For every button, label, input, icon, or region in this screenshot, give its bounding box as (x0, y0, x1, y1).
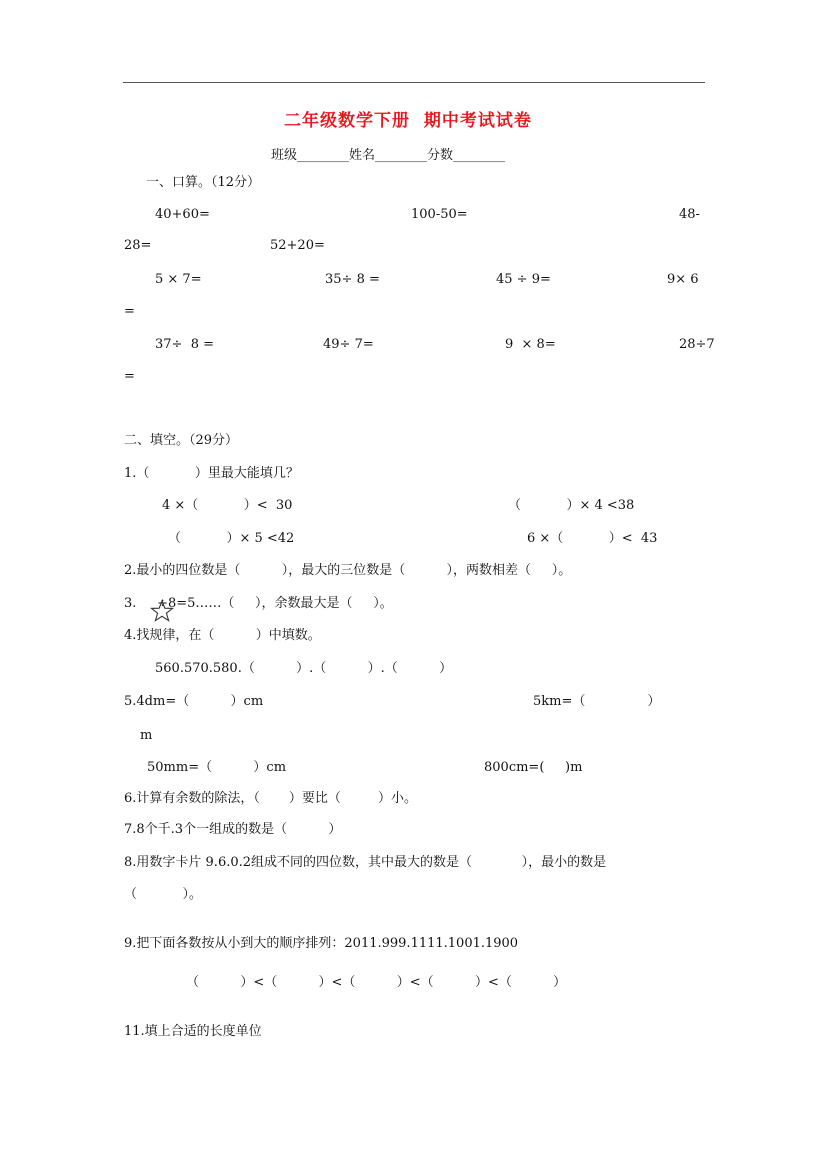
header-rule (123, 82, 705, 83)
page-title: 二年级数学下册 期中考试试卷 (284, 111, 532, 131)
calc-item: 48- (679, 207, 700, 222)
calc-item: = (124, 369, 135, 384)
question-5-item: 800cm=( )m (484, 760, 583, 775)
calc-item: 5 × 7= (155, 272, 202, 287)
calc-item: 37÷ 8 = (155, 337, 214, 352)
question-1-item: （ ）× 4 <38 (508, 498, 635, 513)
section2-heading: 二、填空。（29分） (124, 433, 239, 448)
question-4: 4.找规律，在（ ）中填数。 (124, 628, 321, 643)
question-1-item: （ ）× 5 <42 (168, 531, 295, 546)
calc-item: 9 × 8= (505, 337, 556, 352)
calc-item: 100-50= (411, 207, 468, 222)
question-3: 3. ÷8=5……（ ），余数最大是（ ）。 (124, 596, 393, 611)
question-7: 7.8个千.3个一组成的数是（ ） (124, 822, 342, 837)
student-info-line: 班级________姓名________分数________ (271, 148, 506, 163)
calc-item: 9× 6 (667, 272, 699, 287)
calc-item: 28= (124, 238, 152, 253)
calc-item: = (124, 304, 135, 319)
calc-item: 45 ÷ 9= (496, 272, 551, 287)
question-5-item: m (140, 728, 153, 743)
calc-item: 35÷ 8 = (325, 272, 380, 287)
question-5-item: 50mm=（ ）cm (147, 760, 287, 775)
question-9-blanks: （ ）<（ ）<（ ）<（ ）<（ ） (186, 975, 567, 990)
calc-item: 28÷7 (679, 337, 715, 352)
question-4-sequence: 560.570.580.（ ）.（ ）.（ ） (155, 661, 453, 676)
question-8: 8.用数字卡片 9.6.0.2组成不同的四位数，其中最大的数是（ ），最小的数是 (124, 855, 607, 870)
question-1-item: 6 ×（ ）< 43 (527, 531, 658, 546)
calc-item: 40+60= (155, 207, 210, 222)
question-6: 6.计算有余数的除法，（ ）要比（ ）小。 (124, 791, 418, 806)
question-1-item: 4 ×（ ）< 30 (162, 498, 293, 513)
question-5-item: 5km=（ ） (533, 694, 661, 709)
calc-item: 49÷ 7= (323, 337, 374, 352)
question-2: 2.最小的四位数是（ ），最大的三位数是（ ），两数相差（ ）。 (124, 563, 572, 578)
question-8-wrap: （ ）。 (124, 887, 202, 902)
question-11: 11.填上合适的长度单位 (124, 1024, 262, 1039)
calc-item: 52+20= (270, 238, 325, 253)
star-icon (150, 600, 174, 622)
question-9: 9.把下面各数按从小到大的顺序排列：2011.999.1111.1001.1900 (124, 936, 519, 951)
question-5-item: 5.4dm=（ ）cm (124, 694, 264, 709)
question-1: 1.（ ）里最大能填几？ (124, 466, 299, 481)
section1-heading: 一、口算。（12分） (146, 175, 261, 190)
